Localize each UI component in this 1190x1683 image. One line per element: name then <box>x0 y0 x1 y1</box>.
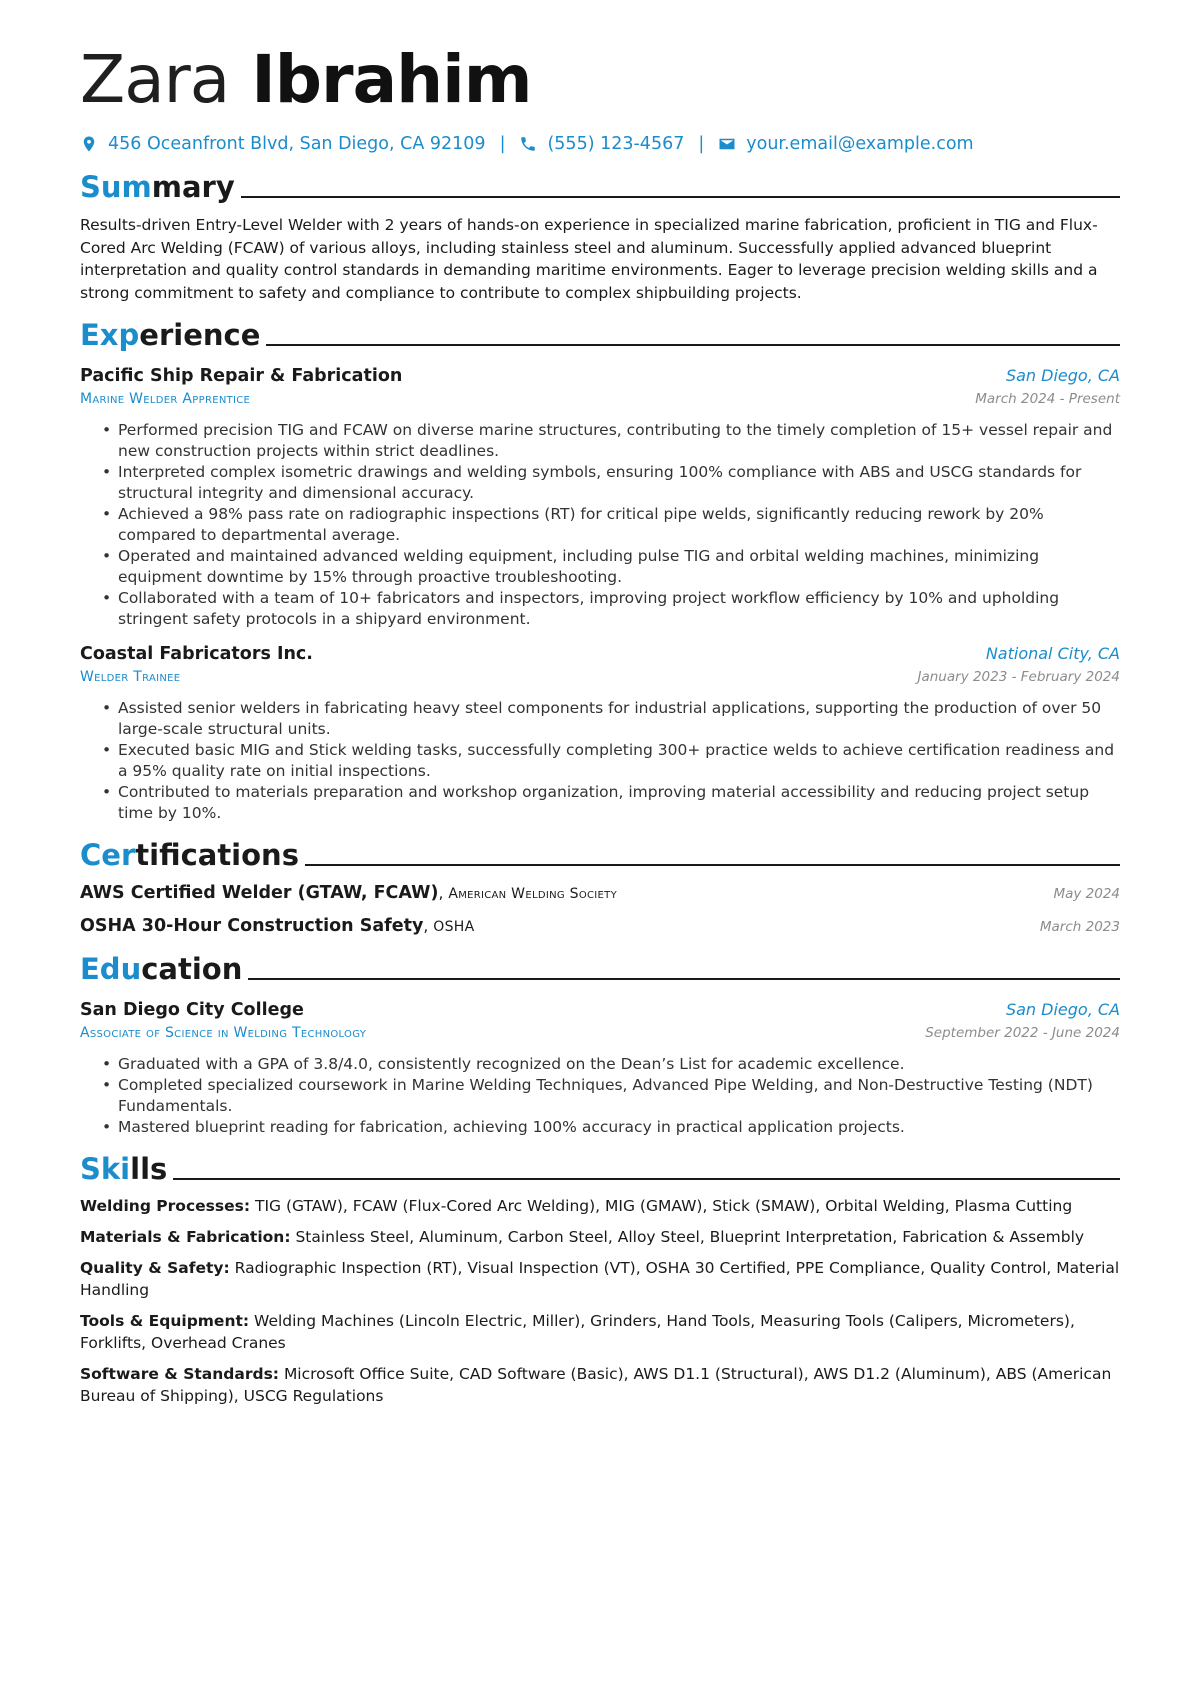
company-name: Pacific Ship Repair & Fabrication <box>80 366 403 386</box>
cert-date: May 2024 <box>1053 886 1120 902</box>
address-text: 456 Oceanfront Blvd, San Diego, CA 92109 <box>108 134 486 154</box>
address-item <box>80 133 486 155</box>
envelope-icon <box>718 135 736 153</box>
skills-heading <box>80 1150 1120 1186</box>
school-location: San Diego, CA <box>1005 1000 1120 1019</box>
job-location: San Diego, CA <box>1005 366 1120 385</box>
bullet-item: • Operated and maintained advanced welding equipment, including pulse TIG and orbital welding machines, minimizing equipment downtime by 15% through proactive troubleshooting. <box>118 546 1120 588</box>
contact-separator: | <box>698 134 705 154</box>
bullet-item: • Collaborated with a team of 10+ fabricators and inspectors, improving project workflow efficiency by 10% and upholding stringent safety protocols in a shipyard environment. <box>118 588 1120 630</box>
skill-label: Materials & Fabrication: <box>80 1228 291 1246</box>
bullet-item: • Mastered blueprint reading for fabrication, achieving 100% accuracy in practical application projects. <box>118 1117 1120 1138</box>
section-title: Education <box>80 952 243 986</box>
contact-bar <box>80 132 1120 156</box>
skill-label: Quality & Safety: <box>80 1259 230 1277</box>
email-item[interactable] <box>718 133 973 155</box>
education-bullets <box>80 1054 1120 1138</box>
section-title: Skills <box>80 1152 168 1186</box>
bullet-item: • Performed precision TIG and FCAW on diverse marine structures, contributing to the timely completion of 15+ vessel repair and new construction projects within strict deadlines. <box>118 420 1120 462</box>
summary-text: Results-driven Entry-Level Welder with 2 years of hands-on experience in specialized marine fabrication, proficient in TIG and Flux-Cored Arc Welding (FCAW) of various alloys, including stainless steel and aluminum. Successfully applied advanced blueprint interpretation and quality control standards in demanding maritime environments. Eager to leverage precision welding skills and a strong commitment to safety and compliance to contribute to complex shipbuilding projects. <box>80 216 1098 302</box>
cert-name: OSHA 30-Hour Construction Safety <box>80 916 424 936</box>
bullet-item: • Graduated with a GPA of 3.8/4.0, consistently recognized on the Dean’s List for academic excellence. <box>118 1054 1120 1075</box>
education-dates: September 2022 - June 2024 <box>925 1025 1120 1041</box>
section-title: Summary <box>80 170 235 204</box>
skill-value: Welding Machines (Lincoln Electric, Miller), Grinders, Hand Tools, Measuring Tools (Calipers, Micrometers), Forklifts, Overhead Cranes <box>80 1312 1075 1352</box>
bullet-item: • Assisted senior welders in fabricating heavy steel components for industrial applications, supporting the production of over 50 large-scale structural units. <box>118 698 1120 740</box>
contact-separator: | <box>499 134 506 154</box>
job-bullets <box>80 698 1120 824</box>
section-rule <box>173 1178 1120 1180</box>
cert-org: OSHA <box>433 919 475 935</box>
bullet-item: • Executed basic MIG and Stick welding tasks, successfully completing 300+ practice welds to achieve certification readiness and a 95% quality rate on initial inspections. <box>118 740 1120 782</box>
skill-value: Microsoft Office Suite, CAD Software (Basic), AWS D1.1 (Structural), AWS D1.2 (Aluminum), ABS (American Bureau of Shipping), USCG Regulations <box>80 1365 1112 1405</box>
section-title: Certifications <box>80 838 299 872</box>
job-role: Welder Trainee <box>80 669 181 685</box>
education-heading <box>80 950 1120 986</box>
company-name: Coastal Fabricators Inc. <box>80 644 313 664</box>
certifications-heading <box>80 836 1120 872</box>
certification-item: OSHA 30-Hour Construction Safety, OSHA March 2023 <box>80 916 1120 936</box>
first-name: Zara <box>80 41 230 118</box>
section-rule <box>241 196 1120 198</box>
job-dates: March 2024 - Present <box>975 391 1120 407</box>
bullet-item: • Contributed to materials preparation and workshop organization, improving material accessibility and reducing project setup time by 10%. <box>118 782 1120 824</box>
email-link[interactable]: your.email@example.com <box>746 134 974 154</box>
cert-org: American Welding Society <box>448 886 617 902</box>
certification-item: AWS Certified Welder (GTAW, FCAW), American Welding Society May 2024 <box>80 883 1120 903</box>
section-title: Experience <box>80 318 261 352</box>
bullet-item: • Achieved a 98% pass rate on radiographic inspections (RT) for critical pipe welds, significantly reducing rework by 20% compared to departmental average. <box>118 504 1120 546</box>
job-entry <box>80 642 1120 824</box>
skill-line <box>80 1310 1120 1354</box>
experience-heading <box>80 316 1120 352</box>
cert-name: AWS Certified Welder (GTAW, FCAW) <box>80 883 439 903</box>
job-bullets <box>80 420 1120 630</box>
skill-line <box>80 1363 1120 1407</box>
skill-label: Welding Processes: <box>80 1197 251 1215</box>
education-entry <box>80 998 1120 1138</box>
skill-line <box>80 1195 1120 1217</box>
section-rule <box>305 864 1120 866</box>
cert-date: March 2023 <box>1039 919 1120 935</box>
job-role: Marine Welder Apprentice <box>80 391 251 407</box>
skill-value: Stainless Steel, Aluminum, Carbon Steel, Alloy Steel, Blueprint Interpretation, Fabrication & Assembly <box>295 1228 1085 1246</box>
job-dates: January 2023 - February 2024 <box>917 669 1120 685</box>
skill-line <box>80 1257 1120 1301</box>
skill-value: TIG (GTAW), FCAW (Flux-Cored Arc Welding), MIG (GMAW), Stick (SMAW), Orbital Welding, Plasma Cutting <box>254 1197 1073 1215</box>
skill-label: Tools & Equipment: <box>80 1312 250 1330</box>
job-entry <box>80 364 1120 630</box>
last-name: Ibrahim <box>251 41 532 118</box>
phone-item <box>519 133 684 155</box>
section-rule <box>248 978 1120 980</box>
summary-heading <box>80 168 1120 204</box>
school-name: San Diego City College <box>80 1000 304 1020</box>
bullet-item: • Completed specialized coursework in Marine Welding Techniques, Advanced Pipe Welding, and Non-Destructive Testing (NDT) Fundamentals. <box>118 1075 1120 1117</box>
phone-text: (555) 123-4567 <box>547 134 685 154</box>
phone-icon <box>519 135 537 153</box>
skill-line <box>80 1226 1120 1248</box>
section-rule <box>266 344 1120 346</box>
candidate-name <box>80 40 1120 120</box>
degree: Associate of Science in Welding Technology <box>80 1025 367 1041</box>
bullet-item: • Interpreted complex isometric drawings and welding symbols, ensuring 100% compliance with ABS and USCG standards for structural integrity and dimensional accuracy. <box>118 462 1120 504</box>
skill-label: Software & Standards: <box>80 1365 279 1383</box>
map-pin-icon <box>80 135 98 153</box>
job-location: National City, CA <box>985 644 1120 663</box>
skill-value: Radiographic Inspection (RT), Visual Inspection (VT), OSHA 30 Certified, PPE Compliance, Quality Control, Material Handling <box>80 1259 1120 1299</box>
